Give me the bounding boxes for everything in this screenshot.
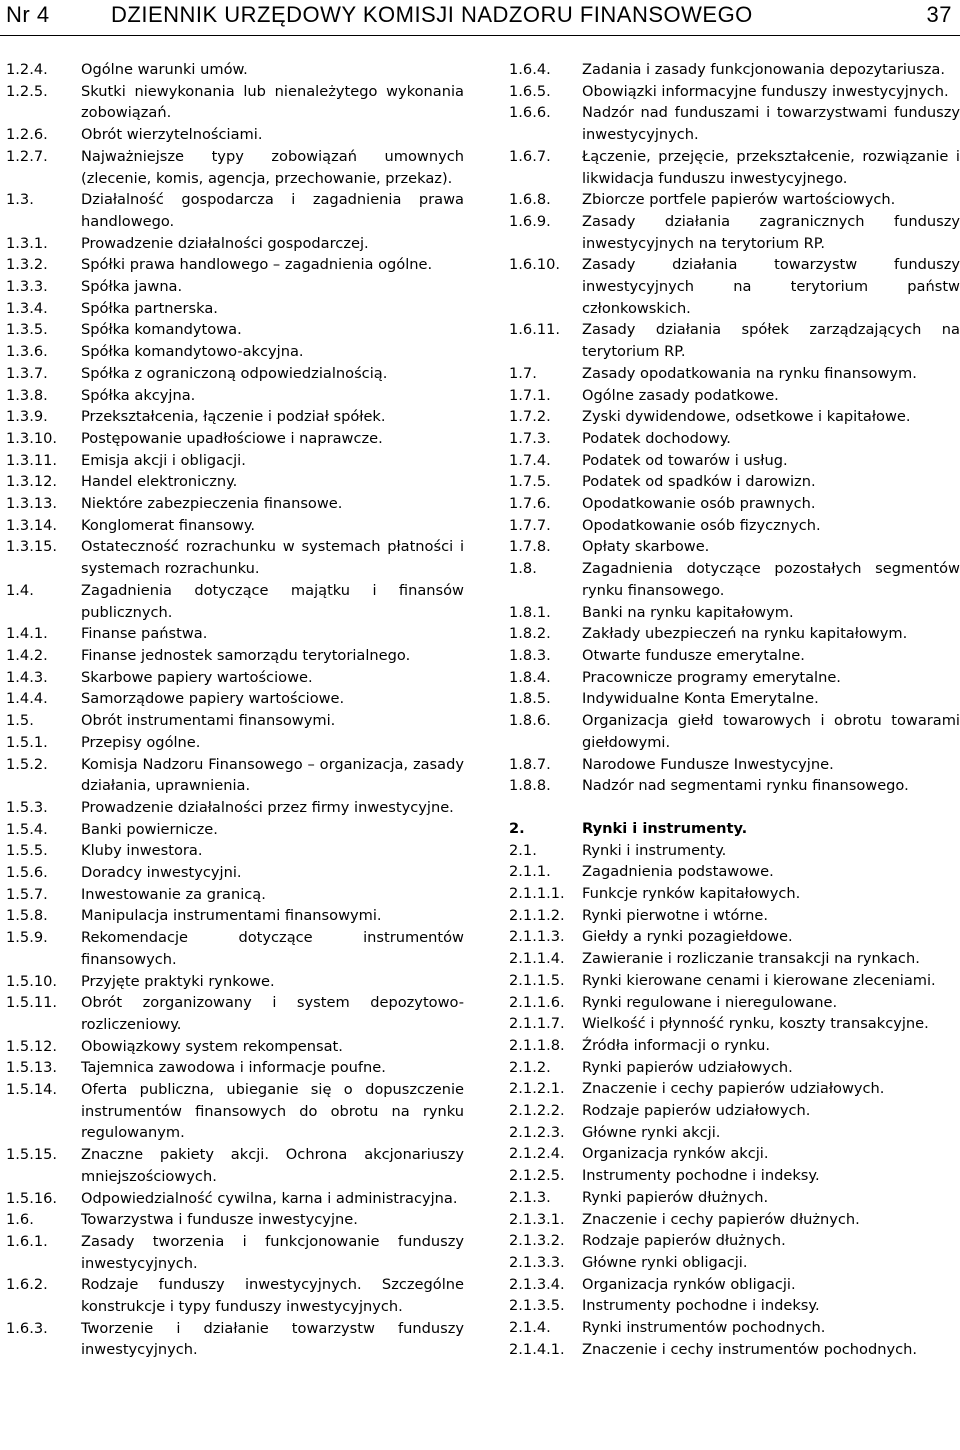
entry-number: 1.7. (509, 364, 537, 382)
entry-number: 2.1.1. (509, 863, 551, 881)
outline-entry (509, 146, 960, 189)
entry-number: 1.7.5. (509, 473, 551, 491)
outline-entry (509, 254, 960, 319)
entry-number: 2.1.1.6. (509, 993, 565, 1011)
entry-text: Zasady opodatkowania na rynku finansowym. (582, 364, 917, 382)
outline-entry (6, 1318, 464, 1361)
outline-entry (6, 667, 464, 689)
entry-text: Znaczenie i cechy papierów udziałowych. (582, 1080, 885, 1098)
entry-text: Główne rynki akcji. (582, 1123, 721, 1141)
outline-entry (6, 797, 464, 819)
entry-text: Obrót zorganizowany i system depozytowo-rozliczeniowy. (81, 994, 464, 1033)
outline-entry (6, 645, 464, 667)
entry-number: 1.3. (6, 191, 34, 209)
outline-entry (6, 385, 464, 407)
entry-text: Opłaty skarbowe. (582, 538, 710, 556)
entry-number: 2.1.4. (509, 1319, 551, 1337)
entry-text: Prowadzenie działalności przez firmy inwestycyjne. (81, 798, 454, 816)
entry-text: Zagadnienia dotyczące majątku i finansów publicznych. (81, 581, 464, 621)
entry-number: 1.4.2. (6, 646, 48, 664)
entry-number: 1.8.3. (509, 646, 551, 664)
entry-text: Rynki i instrumenty. (582, 819, 748, 837)
entry-text: Zbiorcze portfele papierów wartościowych. (582, 191, 896, 209)
entry-text: Ogólne warunki umów. (81, 61, 248, 78)
entry-text: Skarbowe papiery wartościowe. (81, 668, 313, 686)
entry-number: 2.1.3.3. (509, 1253, 565, 1271)
entry-text: Instrumenty pochodne i indeksy. (582, 1167, 820, 1185)
entry-text: Podatek od spadków i darowizn. (582, 473, 816, 491)
entry-number: 2.1.3.2. (509, 1232, 565, 1250)
entry-number: 2.1.3. (509, 1188, 551, 1206)
entry-text: Organizacja rynków obligacji. (582, 1275, 796, 1293)
entry-number: 1.4.3. (6, 668, 48, 686)
outline-entry (509, 861, 960, 883)
entry-text: Zasady działania spółek zarządzających na terytorium RP. (582, 321, 960, 361)
outline-entry (6, 1057, 464, 1079)
outline-entry (509, 493, 960, 515)
entry-number: 1.3.15. (6, 538, 58, 556)
entry-number: 1.5.15. (6, 1146, 58, 1164)
entry-number: 1.3.13. (6, 495, 58, 513)
entry-number: 1.5.2. (6, 755, 48, 773)
entry-text: Otwarte fundusze emerytalne. (582, 646, 805, 664)
outline-entry (509, 926, 960, 948)
entry-text: Zyski dywidendowe, odsetkowe i kapitałowe. (582, 408, 911, 426)
entry-number: 1.3.10. (6, 429, 58, 447)
entry-text: Źródła informacji o rynku. (582, 1036, 770, 1054)
outline-entry (509, 1165, 960, 1187)
outline-entry (6, 124, 464, 146)
outline-entry (6, 688, 464, 710)
entry-text: Główne rynki obligacji. (582, 1253, 748, 1271)
entry-number: 1.5.6. (6, 864, 48, 882)
entry-text: Spółka partnerska. (81, 299, 218, 317)
outline-entry (509, 319, 960, 362)
entry-text: Rynki kierowane cenami i kierowane zleceniami. (582, 971, 936, 989)
outline-entry (6, 971, 464, 993)
outline-entry (6, 59, 464, 81)
entry-number: 1.8.8. (509, 777, 551, 795)
entry-number: 2.1.3.5. (509, 1297, 565, 1315)
entry-number: 1.3.7. (6, 364, 48, 382)
entry-text: Banki powiernicze. (81, 820, 218, 838)
outline-entry (509, 59, 960, 81)
entry-number: 1.8.5. (509, 690, 551, 708)
entry-number: 1.5.7. (6, 885, 48, 903)
entry-text: Instrumenty pochodne i indeksy. (582, 1297, 820, 1315)
entry-text: Spółka akcyjna. (81, 386, 196, 404)
outline-entry (6, 471, 464, 493)
entry-number: 1.6.9. (509, 212, 551, 230)
entry-text: Podatek dochodowy. (582, 429, 731, 447)
entry-number: 1.4. (6, 581, 34, 599)
entry-text: Prowadzenie działalności gospodarczej. (81, 234, 369, 252)
entry-text: Opodatkowanie osób prawnych. (582, 495, 816, 513)
outline-entry (509, 1339, 960, 1361)
entry-number: 1.5.10. (6, 972, 58, 990)
entry-text: Organizacja rynków akcji. (582, 1145, 769, 1163)
entry-number: 1.3.6. (6, 343, 48, 361)
entry-number: 1.4.1. (6, 625, 48, 643)
right-column (509, 59, 960, 1360)
entry-number: 1.5.13. (6, 1059, 58, 1077)
entry-text: Finanse państwa. (81, 625, 208, 643)
entry-number: 1.7.3. (509, 429, 551, 447)
outline-entry (6, 536, 464, 579)
outline-entry (509, 1295, 960, 1317)
entry-text: Łączenie, przejęcie, przekształcenie, rozwiązanie i likwidacja funduszu inwestycyjnego. (582, 147, 960, 187)
entry-number: 1.6.1. (6, 1232, 48, 1250)
entry-number: 1.6.11. (509, 321, 561, 339)
entry-number: 2.1.2.1. (509, 1080, 565, 1098)
entry-text: Inwestowanie za granicą. (81, 885, 266, 903)
entry-number: 1.6.8. (509, 191, 551, 209)
outline-entry (509, 558, 960, 601)
outline-entry (509, 1230, 960, 1252)
entry-number: 1.3.8. (6, 386, 48, 404)
entry-number: 1.5.3. (6, 798, 48, 816)
outline-entry (6, 710, 464, 732)
entry-text: Samorządowe papiery wartościowe. (81, 690, 345, 708)
entry-text: Przekształcenia, łączenie i podział spółek. (81, 408, 386, 426)
entry-number: 1.2.7. (6, 147, 48, 165)
outline-entry (509, 406, 960, 428)
entry-text: Obowiązki informacyjne funduszy inwestycyjnych. (582, 82, 949, 100)
outline-entry (509, 363, 960, 385)
page-header (0, 0, 960, 36)
entry-number: 1.3.1. (6, 234, 48, 252)
outline-entry (509, 471, 960, 493)
outline-entry (6, 493, 464, 515)
entry-text: Odpowiedzialność cywilna, karna i administracyjna. (81, 1189, 458, 1207)
entry-text: Zasady działania zagranicznych funduszy inwestycyjnych na terytorium RP. (582, 212, 960, 252)
outline-entry (509, 775, 960, 797)
entry-text: Zakłady ubezpieczeń na rynku kapitałowym. (582, 625, 908, 643)
section-heading (509, 818, 960, 840)
entry-text: Handel elektroniczny. (81, 473, 238, 491)
outline-entry (6, 450, 464, 472)
entry-number: 2.1.2.5. (509, 1167, 565, 1185)
entry-text: Zasady tworzenia i funkcjonowanie funduszy inwestycyjnych. (81, 1232, 464, 1272)
entry-number: 1.5.9. (6, 929, 48, 947)
entry-text: Finanse jednostek samorządu terytorialnego. (81, 646, 411, 664)
entry-text: Zagadnienia podstawowe. (582, 863, 774, 881)
outline-entry (509, 1013, 960, 1035)
entry-text: Indywidualne Konta Emerytalne. (582, 690, 819, 708)
outline-entry (6, 1274, 464, 1317)
entry-text: Przyjęte praktyki rynkowe. (81, 972, 275, 990)
entry-number: 1.5.5. (6, 842, 48, 860)
entry-text: Zagadnienia dotyczące pozostałych segmentów rynku finansowego. (582, 560, 960, 599)
entry-text: Ogólne zasady podatkowe. (582, 386, 779, 404)
outline-entry (509, 992, 960, 1014)
entry-text: Obrót instrumentami finansowymi. (81, 712, 336, 730)
entry-text: Towarzystwa i fundusze inwestycyjne. (81, 1211, 358, 1229)
outline-entry (509, 81, 960, 103)
outline-entry (6, 580, 464, 623)
outline-entry (509, 1274, 960, 1296)
entry-text: Obrót wierzytelnościami. (81, 126, 263, 144)
entry-text: Doradcy inwestycyjni. (81, 864, 242, 882)
outline-entry (509, 645, 960, 667)
entry-number: 1.6.3. (6, 1319, 48, 1337)
outline-entry (6, 992, 464, 1035)
entry-text: Znaczne pakiety akcji. Ochrona akcjonariuszy mniejszościowych. (81, 1146, 464, 1185)
entry-text: Kluby inwestora. (81, 842, 203, 860)
outline-entry (509, 948, 960, 970)
entry-number: 1.6. (6, 1211, 34, 1229)
left-column (6, 59, 464, 1361)
entry-number: 2.1. (509, 841, 537, 859)
entry-number: 1.6.5. (509, 82, 551, 100)
entry-number: 2.1.1.7. (509, 1015, 565, 1033)
entry-text: Opodatkowanie osób fizycznych. (582, 516, 821, 534)
entry-text: Niektóre zabezpieczenia finansowe. (81, 495, 343, 513)
entry-number: 2.1.1.4. (509, 950, 565, 968)
outline-entry (509, 1209, 960, 1231)
entry-number: 1.6.2. (6, 1276, 48, 1294)
outline-entry (6, 1079, 464, 1144)
entry-number: 2.1.3.1. (509, 1210, 565, 1228)
entry-number: 2. (509, 819, 525, 837)
outline-entry (509, 385, 960, 407)
entry-number: 1.7.8. (509, 538, 551, 556)
entry-text: Rynki i instrumenty. (582, 841, 727, 859)
entry-text: Rekomendacje dotyczące instrumentów finansowych. (81, 929, 464, 968)
entry-text: Pracownicze programy emerytalne. (582, 668, 841, 686)
entry-number: 2.1.2.4. (509, 1145, 565, 1163)
entry-number: 1.3.11. (6, 451, 58, 469)
entry-number: 1.7.2. (509, 408, 551, 426)
entry-text: Znaczenie i cechy papierów dłużnych. (582, 1210, 860, 1228)
outline-entry (6, 732, 464, 754)
entry-number: 1.3.4. (6, 299, 48, 317)
outline-entry (509, 515, 960, 537)
entry-number: 1.3.12. (6, 473, 58, 491)
outline-entry (6, 428, 464, 450)
entry-number: 2.1.4.1. (509, 1340, 565, 1358)
entry-text: Rodzaje funduszy inwestycyjnych. Szczególne konstrukcje i typy funduszy inwestycyjnych. (81, 1276, 464, 1316)
outline-entry (6, 81, 464, 124)
entry-number: 1.7.6. (509, 495, 551, 513)
outline-entry (509, 754, 960, 776)
entry-number: 1.2.4. (6, 61, 48, 78)
entry-number: 1.8.1. (509, 603, 551, 621)
entry-number: 2.1.1.1. (509, 885, 565, 903)
entry-number: 2.1.1.3. (509, 928, 565, 946)
outline-entry (509, 1317, 960, 1339)
entry-text: Nadzór nad segmentami rynku finansowego. (582, 777, 909, 795)
entry-number: 2.1.3.4. (509, 1275, 565, 1293)
entry-text: Spółki prawa handlowego – zagadnienia ogólne. (81, 256, 433, 274)
outline-entry (509, 102, 960, 145)
entry-text: Emisja akcji i obligacji. (81, 451, 246, 469)
entry-number: 1.5.16. (6, 1189, 58, 1207)
entry-number: 1.8.4. (509, 668, 551, 686)
outline-entry (6, 341, 464, 363)
outline-entry (6, 1036, 464, 1058)
outline-entry (6, 189, 464, 232)
entry-number: 1.2.6. (6, 126, 48, 144)
entry-number: 1.5.8. (6, 907, 48, 925)
outline-entry (509, 840, 960, 862)
outline-entry (6, 276, 464, 298)
entry-number: 2.1.2.2. (509, 1102, 565, 1120)
outline-entry (6, 254, 464, 276)
entry-text: Rynki papierów dłużnych. (582, 1188, 769, 1206)
entry-number: 1.4.4. (6, 690, 48, 708)
entry-number: 1.5.14. (6, 1081, 58, 1099)
outline-entry (509, 1252, 960, 1274)
entry-text: Podatek od towarów i usług. (582, 451, 788, 469)
entry-number: 1.6.7. (509, 147, 551, 165)
entry-text: Rynki instrumentów pochodnych. (582, 1319, 826, 1337)
entry-text: Konglomerat finansowy. (81, 516, 256, 534)
entry-text: Ostateczność rozrachunku w systemach płatności i systemach rozrachunku. (81, 538, 464, 578)
entry-text: Zadania i zasady funkcjonowania depozytariusza. (582, 61, 945, 78)
outline-entry (6, 862, 464, 884)
outline-entry (6, 406, 464, 428)
outline-entry (509, 189, 960, 211)
entry-number: 1.3.9. (6, 408, 48, 426)
entry-number: 1.7.7. (509, 516, 551, 534)
outline-entry (509, 450, 960, 472)
outline-entry (509, 1187, 960, 1209)
entry-text: Banki na rynku kapitałowym. (582, 603, 794, 621)
outline-entry (6, 363, 464, 385)
entry-text: Manipulacja instrumentami finansowymi. (81, 907, 382, 925)
entry-text: Komisja Nadzoru Finansowego – organizacja, zasady działania, uprawnienia. (81, 755, 464, 795)
entry-text: Zawieranie i rozliczanie transakcji na rynkach. (582, 950, 920, 968)
entry-text: Organizacja giełd towarowych i obrotu towarami giełdowymi. (582, 712, 960, 751)
outline-entry (509, 883, 960, 905)
outline-entry (509, 211, 960, 254)
entry-number: 1.8. (509, 560, 537, 578)
entry-text: Rodzaje papierów dłużnych. (582, 1232, 786, 1250)
outline-entry (6, 754, 464, 797)
outline-entry (509, 428, 960, 450)
entry-number: 2.1.2.3. (509, 1123, 565, 1141)
entry-number: 1.6.4. (509, 61, 551, 78)
entry-text: Skutki niewykonania lub nienależytego wykonania zobowiązań. (81, 82, 464, 122)
outline-entry (6, 905, 464, 927)
entry-text: Wielkość i płynność rynku, koszty transakcyjne. (582, 1015, 929, 1033)
outline-entry (6, 298, 464, 320)
entry-text: Najważniejsze typy zobowiązań umownych (zlecenie, komis, agencja, przechowanie, przekaz). (81, 147, 464, 187)
outline-entry (6, 819, 464, 841)
outline-entry (6, 1188, 464, 1210)
entry-number: 1.2.5. (6, 82, 48, 100)
entry-text: Rynki pierwotne i wtórne. (582, 906, 769, 924)
entry-number: 1.8.7. (509, 755, 551, 773)
entry-number: 2.1.1.8. (509, 1036, 565, 1054)
entry-number: 1.3.3. (6, 278, 48, 296)
outline-entry (6, 146, 464, 189)
entry-text: Spółka jawna. (81, 278, 183, 296)
outline-entry (509, 1143, 960, 1165)
outline-entry (509, 905, 960, 927)
outline-entry (6, 623, 464, 645)
entry-number: 1.3.14. (6, 516, 58, 534)
entry-text: Rynki papierów udziałowych. (582, 1058, 793, 1076)
entry-number: 1.5. (6, 712, 34, 730)
entry-text: Rodzaje papierów udziałowych. (582, 1102, 811, 1120)
entry-text: Tajemnica zawodowa i informacje poufne. (81, 1059, 386, 1077)
journal-title: DZIENNIK URZĘDOWY KOMISJI NADZORU FINANSOWEGO (111, 2, 753, 27)
entry-text: Tworzenie i działanie towarzystw funduszy inwestycyjnych. (81, 1319, 464, 1359)
entry-text: Nadzór nad funduszami i towarzystwami funduszy inwestycyjnych. (582, 104, 960, 144)
outline-entry (509, 602, 960, 624)
entry-text: Spółka z ograniczoną odpowiedzialnością. (81, 364, 388, 382)
entry-number: 1.5.4. (6, 820, 48, 838)
outline-entry (6, 1231, 464, 1274)
entry-text: Funkcje rynków kapitałowych. (582, 885, 801, 903)
issue-number: Nr 4 (6, 2, 50, 27)
entry-number: 2.1.2. (509, 1058, 551, 1076)
outline-entry (6, 233, 464, 255)
outline-entry (509, 623, 960, 645)
entry-text: Postępowanie upadłościowe i naprawcze. (81, 429, 383, 447)
entry-number: 1.7.4. (509, 451, 551, 469)
outline-entry (509, 1078, 960, 1100)
entry-number: 1.5.12. (6, 1037, 58, 1055)
outline-entry (509, 667, 960, 689)
entry-number: 1.3.2. (6, 256, 48, 274)
entry-number: 1.5.1. (6, 733, 48, 751)
entry-text: Spółka komandytowo-akcyjna. (81, 343, 304, 361)
outline-entry (6, 1144, 464, 1187)
entry-number: 1.8.6. (509, 712, 551, 730)
entry-text: Zasady działania towarzystw funduszy inwestycyjnych na terytorium państw członkowskich. (582, 256, 960, 317)
outline-entry (509, 1057, 960, 1079)
entry-number: 1.3.5. (6, 321, 48, 339)
entry-number: 2.1.1.2. (509, 906, 565, 924)
entry-text: Znaczenie i cechy instrumentów pochodnych. (582, 1340, 918, 1358)
entry-number: 1.7.1. (509, 386, 551, 404)
outline-entry (6, 515, 464, 537)
entry-text: Przepisy ogólne. (81, 733, 201, 751)
outline-entry (509, 1100, 960, 1122)
entry-number: 1.6.10. (509, 256, 561, 274)
entry-text: Obowiązkowy system rekompensat. (81, 1037, 343, 1055)
entry-text: Działalność gospodarcza i zagadnienia prawa handlowego. (81, 191, 464, 230)
entry-number: 1.6.6. (509, 104, 551, 122)
outline-entry (509, 1035, 960, 1057)
outline-entry (6, 927, 464, 970)
entry-number: 1.5.11. (6, 994, 58, 1012)
outline-entry (509, 710, 960, 753)
entry-text: Rynki regulowane i nieregulowane. (582, 993, 838, 1011)
entry-text: Spółka komandytowa. (81, 321, 242, 339)
outline-entry (6, 884, 464, 906)
outline-entry (6, 1209, 464, 1231)
entry-text: Narodowe Fundusze Inwestycyjne. (582, 755, 834, 773)
outline-entry (509, 970, 960, 992)
outline-entry (509, 536, 960, 558)
page-number: 37 (926, 2, 952, 27)
entry-text: Giełdy a rynki pozagiełdowe. (582, 928, 793, 946)
entry-number: 2.1.1.5. (509, 971, 565, 989)
entry-text: Oferta publiczna, ubieganie się o dopuszczenie instrumentów finansowych do obrotu na rynku regulowanym. (81, 1081, 464, 1142)
entry-number: 1.8.2. (509, 625, 551, 643)
outline-entry (6, 840, 464, 862)
outline-entry (509, 1122, 960, 1144)
outline-entry (6, 319, 464, 341)
outline-entry (509, 688, 960, 710)
